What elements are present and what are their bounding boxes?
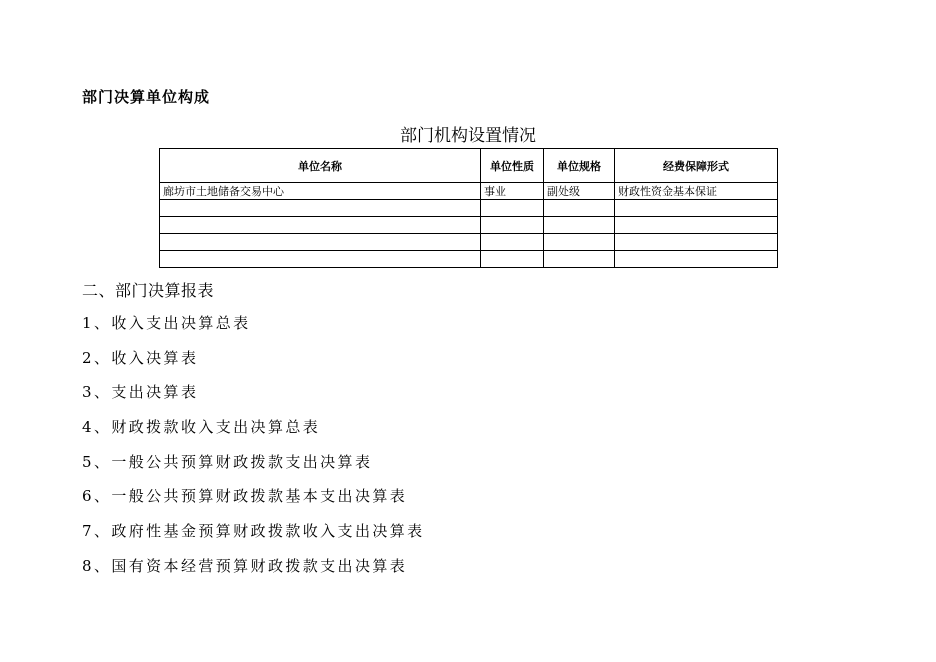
cell-unit-grade — [544, 200, 615, 217]
list-item: 7、政府性基金预算财政拨款收入支出决算表 — [82, 522, 425, 541]
table-header-row — [160, 149, 778, 183]
list-item: 3、支出决算表 — [82, 383, 199, 402]
column-header-funding-form: 经费保障形式 — [615, 149, 778, 183]
cell-unit-nature — [481, 251, 544, 268]
cell-funding-form: 财政性资金基本保证 — [615, 183, 778, 200]
table-row — [160, 200, 778, 217]
list-item: 8、国有资本经营预算财政拨款支出决算表 — [82, 556, 408, 575]
reports-heading: 二、部门决算报表 — [82, 281, 215, 300]
section-heading: 部门决算单位构成 — [82, 88, 211, 106]
cell-unit-name: 廊坊市土地储备交易中心 — [160, 183, 481, 200]
cell-unit-nature — [481, 234, 544, 251]
cell-funding-form — [615, 251, 778, 268]
cell-unit-nature — [481, 217, 544, 234]
cell-unit-nature — [481, 200, 544, 217]
table-row — [160, 251, 778, 268]
column-header-unit-nature: 单位性质 — [481, 149, 544, 183]
list-item: 2、收入决算表 — [82, 348, 199, 367]
list-item: 6、一般公共预算财政拨款基本支出决算表 — [82, 487, 408, 506]
cell-unit-name — [160, 234, 481, 251]
cell-unit-name — [160, 251, 481, 268]
cell-unit-grade: 副处级 — [544, 183, 615, 200]
cell-unit-nature: 事业 — [481, 183, 544, 200]
cell-unit-grade — [544, 234, 615, 251]
org-structure-table — [159, 148, 778, 268]
list-item: 5、一般公共预算财政拨款支出决算表 — [82, 452, 373, 471]
cell-funding-form — [615, 200, 778, 217]
cell-unit-grade — [544, 251, 615, 268]
table-row — [160, 217, 778, 234]
table-title: 部门机构设置情况 — [400, 126, 536, 146]
table-row — [160, 183, 778, 200]
list-item: 1、收入支出决算总表 — [82, 314, 251, 332]
table-row — [160, 234, 778, 251]
list-item: 4、财政拨款收入支出决算总表 — [82, 418, 321, 437]
cell-unit-name — [160, 217, 481, 234]
cell-funding-form — [615, 217, 778, 234]
cell-unit-grade — [544, 217, 615, 234]
column-header-unit-name: 单位名称 — [160, 149, 481, 183]
report-list — [82, 311, 425, 589]
column-header-unit-grade: 单位规格 — [544, 149, 615, 183]
cell-unit-name — [160, 200, 481, 217]
cell-funding-form — [615, 234, 778, 251]
